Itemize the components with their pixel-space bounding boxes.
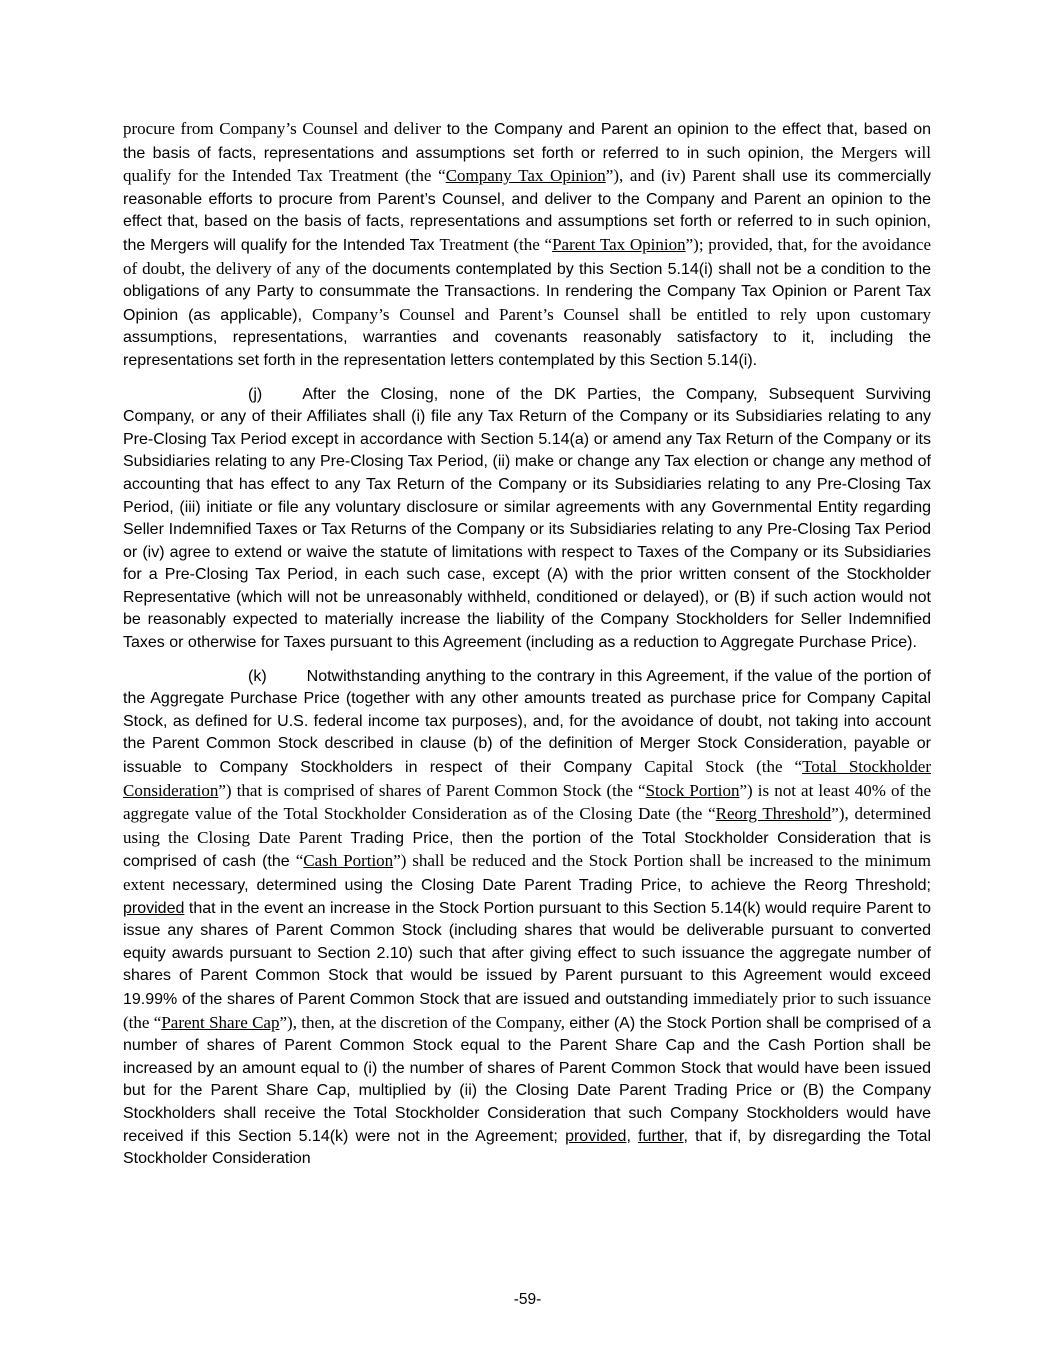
text-run: that in the event an increase in the Stock Portion pursuant to this Section 5.14(k) would require Parent to issue any shares of Parent Common Stock (including shares that would be deliverable pursuant to converted equity awards pursuant to Section 2.10) such that after giving effect to such issuance the aggregate number of shares of Parent Common Stock that would be issued by Parent pursuant to this Agreement would exceed 19.99% of the shares of Parent Common Stock that are issued and outstanding (123, 899, 931, 1008)
text-run: ”) that is comprised of shares of Parent Common Stock (the “ (218, 780, 646, 800)
defined-term: Parent Tax Opinion (552, 234, 686, 254)
page-number: -59- (513, 1291, 542, 1308)
defined-term: Total Stockholder Consideration (123, 757, 932, 800)
text-run: shall use its commercially reasonable efforts to procure from Parent’s Counsel, and deliver to the Company and Parent an opinion to the effect that, based on the basis of facts, representations and assumptions set forth or referred to in such opinion, the Mergers will qualify for the Intended Tax (123, 168, 931, 254)
text-run: Capital Stock (the “ (644, 757, 803, 777)
defined-term: Parent Share Cap (161, 1012, 280, 1032)
document-body (123, 118, 931, 1182)
text-run: procure from Company’s Counsel and deliver (123, 119, 447, 138)
text-run: ”), then, at the discretion of the Company, (279, 1012, 570, 1032)
text-run: Mergers will qualify for the Intended Tax Treatment (the “ (123, 142, 931, 186)
text-run: immediately prior to such issuance (the “ (123, 988, 932, 1032)
defined-term: Stock Portion (645, 780, 740, 800)
defined-term: Company Tax Opinion (445, 166, 606, 186)
text-run: Treatment (the “ (439, 234, 553, 254)
paragraph-label: (k) (248, 667, 267, 685)
text-run: to the Company and Parent an opinion to the effect that, based on the basis of facts, representations and assumptions set forth or referred to in such opinion, the (123, 121, 931, 162)
paragraph (123, 118, 931, 373)
text-run: , that if, by disregarding the Total Stockholder Consideration (123, 1127, 932, 1168)
defined-term: provided (123, 899, 185, 917)
paragraph-label: (j) (248, 385, 263, 403)
defined-term: Cash Portion (303, 851, 394, 871)
text-run: the documents contemplated by this Section 5.14(i) shall not be a condition to the obligations of any Party to consummate the Transactions. In rendering the Company Tax Opinion or Parent Tax Opinion (as applicable), (123, 260, 932, 324)
text-run: ”); provided, that, for the avoidance of doubt, the delivery of any of (123, 234, 931, 278)
text-run: Company’s Counsel and Parent’s Counsel shall be entitled to rely upon customary (312, 304, 931, 324)
defined-term: provided (565, 1127, 627, 1145)
text-run: , (626, 1127, 639, 1145)
text-run: ”) is not at least 40% of the aggregate value of the Total Stockholder Consideration as of the Closing Date (the “ (123, 780, 931, 824)
text-run: After the Closing, none of the DK Parties, the Company, Subsequent Surviving Company, or any of their Affiliates shall (i) file any Tax Return of the Company or its Subsidiaries relating to any Pre-Closing Tax Period except in accordance with Section 5.14(a) or amend any Tax Return of the Company or its Subsidiaries relating to any Pre-Closing Tax Period, (ii) make or change any Tax election or change any method of accounting that has effect to any Tax Return of the Company or its Subsidiaries relating to any Pre-Closing Tax Period, (iii) initiate or file any voluntary disclosure or similar agreements with any Governmental Entity regarding Seller Indemnified Taxes or Tax Returns of the Company or its Subsidiaries relating to any Pre-Closing Tax Period or (iv) agree to extend or waive the statute of limitations with respect to Taxes of the Company or its Subsidiaries for a Pre-Closing Tax Period, in each such case, except (A) with the prior written consent of the Stockholder Representative (which will not be unreasonably withheld, conditioned or delayed), or (B) if such action would not be reasonably expected to materially increase the liability of the Company Stockholders for Seller Indemnified Taxes or otherwise for Taxes pursuant to this Agreement (including as a reduction to Aggregate Purchase Price). (123, 385, 931, 652)
text-run: ”) shall be reduced and the Stock Portion shall be increased to the minimum extent (123, 851, 932, 894)
text-run: “ (295, 851, 304, 871)
text-run: ”), and (iv) Parent (605, 166, 743, 186)
paragraph (123, 666, 931, 1171)
defined-term: Reorg Threshold (715, 804, 832, 824)
text-run: assumptions, representations, warranties and covenants reasonably satisfactory to it, including the representations set forth in the representation letters contemplated by this Section 5.14(i). (123, 329, 931, 369)
text-run: Notwithstanding anything to the contrary in this Agreement, if the value of the portion of the Aggregate Purchase Price (together with any other amounts treated as purchase price for Company Capital Stock, as defined for U.S. federal income tax purposes), and, for the avoidance of doubt, not taking into account the Parent Common Stock described in clause (b) of the definition of Merger Stock Consideration, payable or issuable to Company Stockholders in respect of their Company (123, 667, 931, 777)
paragraph (123, 384, 931, 655)
page-footer (0, 1291, 1055, 1309)
text-run: necessary, determined using the Closing Date Parent Trading Price, to achieve the Reorg Threshold; (172, 877, 931, 894)
defined-term: further (638, 1127, 684, 1145)
text-run: either (A) the Stock Portion shall be comprised of a number of shares of Parent Common Stock equal to the Parent Share Cap and the Cash Portion shall be increased by an amount equal to (i) the number of shares of Parent Common Stock that would have been issued but for the Parent Share Cap, multiplied by (ii) the Closing Date Parent Trading Price or (B) the Company Stockholders shall receive the Total Stockholder Consideration that such Company Stockholders would have received if this Section 5.14(k) were not in the Agreement; (123, 1014, 932, 1145)
text-run: Trading Price, then the portion of the Total Stockholder Consideration that is comprised of cash (the (123, 829, 931, 871)
text-run: ”), determined using the Closing Date Parent (123, 804, 931, 847)
